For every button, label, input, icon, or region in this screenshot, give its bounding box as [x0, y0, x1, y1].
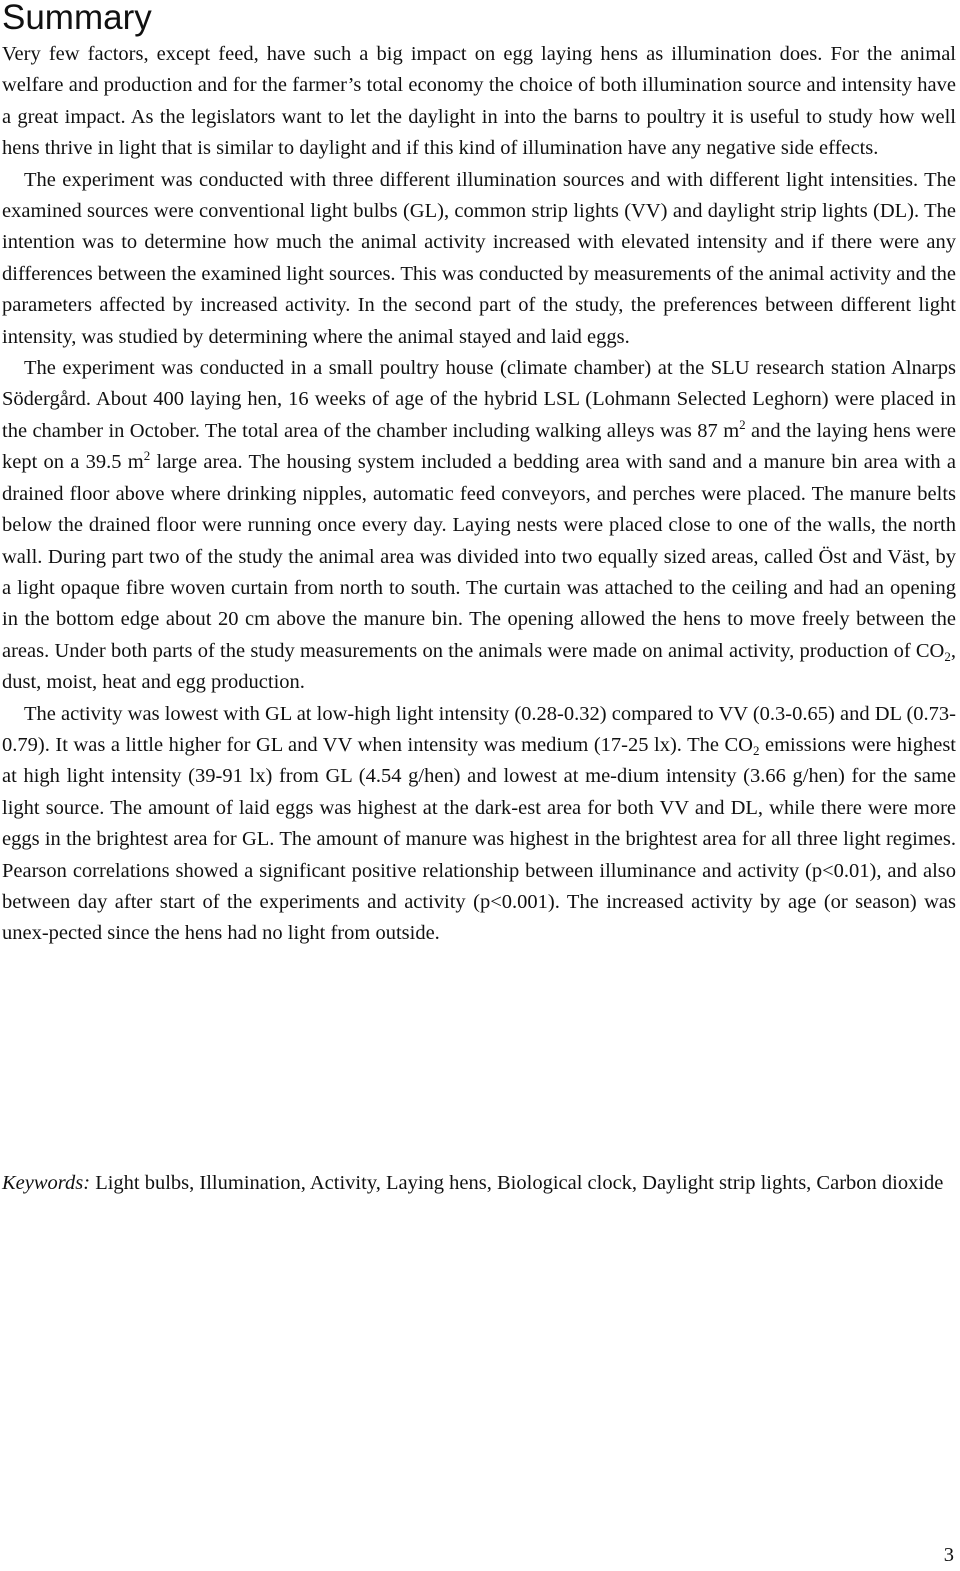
subscript-co2: 2: [944, 648, 951, 664]
paragraph-1: Very few factors, except feed, have such a big impact on egg laying hens as illumination does. For the animal welfare and production and for the farmer’s total economy the choice of both illumination source and intensity have a great impact. As the legislators want to let the daylight in into the barns to poultry it is useful to study how well hens thrive in light that is similar to daylight and if this kind of illumination have any negative side effects.: [2, 43, 956, 160]
paragraph-3: [2, 353, 956, 698]
summary-body: [2, 39, 956, 950]
paragraph-3-text-a: The experiment was conducted in a small poultry house (climate chamber) at the SLU research station Alnarps Södergård. About 400 laying hen, 16 weeks of age of the hybrid LSL (Lohmann Selected Leghorn) were placed in the chamber in October. The total area of the chamber including walking alleys was 87 m: [2, 357, 956, 442]
keywords-label: Keywords:: [2, 1172, 91, 1194]
keywords-line: [2, 1168, 956, 1199]
paragraph-3-text-d: , dust, moist, heat and egg production.: [2, 639, 956, 694]
keywords-text: Light bulbs, Illumination, Activity, Laying hens, Biological clock, Daylight strip lights, Carbon dioxide: [90, 1172, 944, 1194]
superscript-square-1: 2: [739, 416, 746, 432]
subscript-co2: 2: [752, 742, 760, 758]
paragraph-2: The experiment was conducted with three different illumination sources and with different light intensities. The examined sources were conventional light bulbs (GL), common strip lights (VV) and daylight strip lights (DL). The intention was to determine how much the animal activity increased with elevated intensity and if there were any differences between the examined light sources. This was conducted by measurements of the animal activity and the parameters affected by increased activity. In the second part of the study, the preferences between different light intensity, was studied by determining where the animal stayed and laid eggs.: [2, 168, 956, 348]
superscript-square-2: 2: [143, 448, 151, 464]
page-title: Summary: [2, 0, 152, 37]
paragraph-3-text-b: and the laying hens were kept on a 39.5 m: [2, 419, 956, 474]
paragraph-4-text-a: The activity was lowest with GL at low-high light intensity (0.28-0.32) compared to VV (0.3-0.65) and DL (0.73-0.79). It was a little higher for GL and VV when intensity was medium (17-25 lx). The CO: [2, 702, 956, 756]
paragraph-3-text-c: large area. The housing system included a bedding area with sand and a manure bin area with a drained floor above where drinking nipples, automatic feed conveyors, and perches were placed. The manure belts below the drained floor were running once every day. Laying nests were placed close to one of the walls, the north wall. During part two of the study the animal area was divided into two equally sized areas, called Öst and Väst, by a light opaque fibre woven curtain from north to south. The curtain was attached to the ceiling and had an opening in the bottom edge about 20 cm above the manure bin. The opening allowed the hens to move freely between the areas. Under both parts of the study measurements on the animals were made on animal activity, production of CO: [2, 451, 956, 662]
page-number: 3: [943, 1544, 954, 1566]
paragraph-4: [2, 699, 956, 950]
paragraph-4-text-b: emissions were highest at high light intensity (39-91 lx) from GL (4.54 g/hen) and lowest at me-dium intensity (3.66 g/hen) for the same light source. The amount of laid eggs was highest at the dark-est area for both VV and DL, while there were more eggs in the brightest area for GL. The amount of manure was highest in the brightest area for all three light regimes. Pearson correlations showed a significant positive relationship between illuminance and activity (p<0.01), and also between day after start of the experiments and activity (p<0.001). The increased activity by age (or season) was unex-pected since the hens had no light from outside.: [2, 733, 956, 945]
